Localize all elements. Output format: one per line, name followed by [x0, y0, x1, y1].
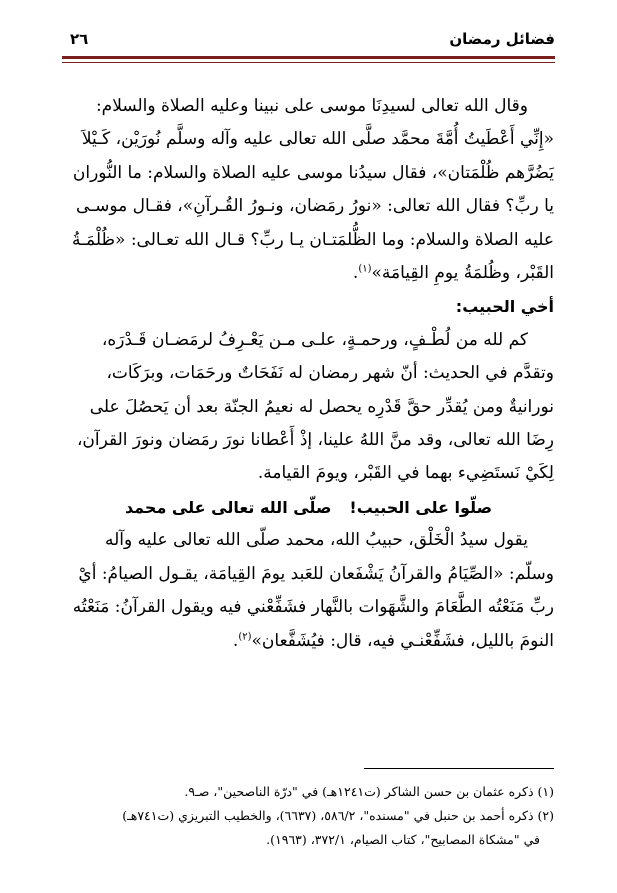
book-title: فضائل رمضان: [449, 30, 555, 48]
page-header: [62, 28, 555, 52]
text-line: ربِّ مَنَعْتُه الطَّعَامَ والشَّهَوات بالنَّهار فشَفِّعْني فيه ويقول القرآنُ: مَنَعْتُه: [72, 597, 554, 618]
text-line-last: النومَ بالليل، فشَفِّعْنـي فيه، قال: فيُشَفَّعان»$^{(٢)}$.: [232, 630, 554, 651]
text-line: يقول سيدُ الْخَلْق، حبيبُ الله، محمد صلّى الله تعالى عليه وآله: [105, 530, 528, 551]
footnote-ref-1[interactable]: (١): [358, 263, 372, 275]
footnotes: [63, 780, 554, 852]
heading-part-2: صلّى الله تعالى على محمد: [124, 497, 332, 517]
text-line: كم لله من لُطْـفٍ، ورحمـةٍ، علـى مـن يَعْـرِفُ لرمَضـان قَـدْرَه،: [101, 329, 528, 350]
footnote-ref-2[interactable]: (٢): [238, 630, 252, 642]
text-fragment: القَبْر، وظُلمَةُ يومِ القِيامَة»: [371, 263, 554, 284]
footnote-1: (١) ذكره عثمان بن حسن الشاكر (ت١٢٤١هـ) في "درّة الناصحين"، صـ٩.: [184, 784, 554, 799]
header-rule-thin: [62, 62, 555, 63]
subheading: أخي الحبيب:: [455, 297, 554, 317]
text-line: وسلّم: «الصِّيَامُ والقرآنُ يَشْفَعان للعَبد يومَ القِيامَة، يقـول الصيامُ: أيْ: [78, 563, 554, 584]
text-line: نورانيةٌ ومن يُقدِّر حقَّ قَدْرِه يحصل له نعيمُ الجنّة بعد أن يَحصُلَ على: [89, 396, 554, 417]
main-text: [63, 90, 554, 658]
footnote-2-line-2: في "مشكاة المصابيح"، كتاب الصيام، ٣٧٢/١، (١٩٦٣).: [266, 832, 540, 847]
footnote-separator: [364, 768, 554, 769]
text-line: لِكَيْ نَستَضِيء بهما في القَبْر، ويومَ القيامة.: [257, 463, 554, 484]
text-fragment: النومَ بالليل، فشَفِّعْنـي فيه، قال: فيُشَفَّعان»: [251, 630, 554, 651]
text-line: يَضُرَّهم ظُلْمَتان»، فقال سيدُنا موسى عليه الصلاة والسلام: ما النُّوران: [72, 162, 554, 183]
text-line-last: القَبْر، وظُلمَةُ يومِ القِيامَة»$^{(١)}$.: [352, 263, 554, 284]
heading-part-1: صلّوا على الحبيب!: [349, 497, 493, 517]
text-line: يا ربِّ؟ فقال الله تعالى: «نورُ رمَضان، ونـورُ القُـرآنِ»، فقـال موسـى: [75, 196, 554, 217]
text-line: رِضَا الله تعالى، وقد منَّ اللهُ علينا، إذْ أَعْطانا نورَ رمَضان ونورَ القرآن،: [76, 430, 554, 451]
text-line: عليه الصلاة والسلام: وما الظُّلمَتـان يـا ربِّ؟ قـال الله تعـالى: «ظُلْمَـةُ: [71, 229, 554, 250]
footnote-2-line-1: (٢) ذكره أحمد بن حنبل في "مسنده"، ٥٨٦/٢، (٦٦٣٧)، والخطيب التبريزي (ت٧٤١هـ): [122, 808, 554, 823]
salawat-heading: [63, 491, 554, 524]
text-line: وتقدَّم في الحديث: أنّ شهر رمضان له نَفَحَاتٌ ورحَمَات، وبرَكَات،: [106, 363, 554, 384]
header-rule-thick: [62, 56, 555, 59]
text-line: وقال الله تعالى لسيدِنَا موسى على نبينا وعليه الصلاة والسلام:: [95, 96, 528, 116]
text-line: «إِنِّي أَعْطَيتُ أُمَّةَ محمَّد صلَّى الله تعالى عليه وآله وسلَّم نُورَيْن، كَـيْلاَ: [81, 129, 554, 150]
page-number: ٢٦: [70, 30, 89, 48]
